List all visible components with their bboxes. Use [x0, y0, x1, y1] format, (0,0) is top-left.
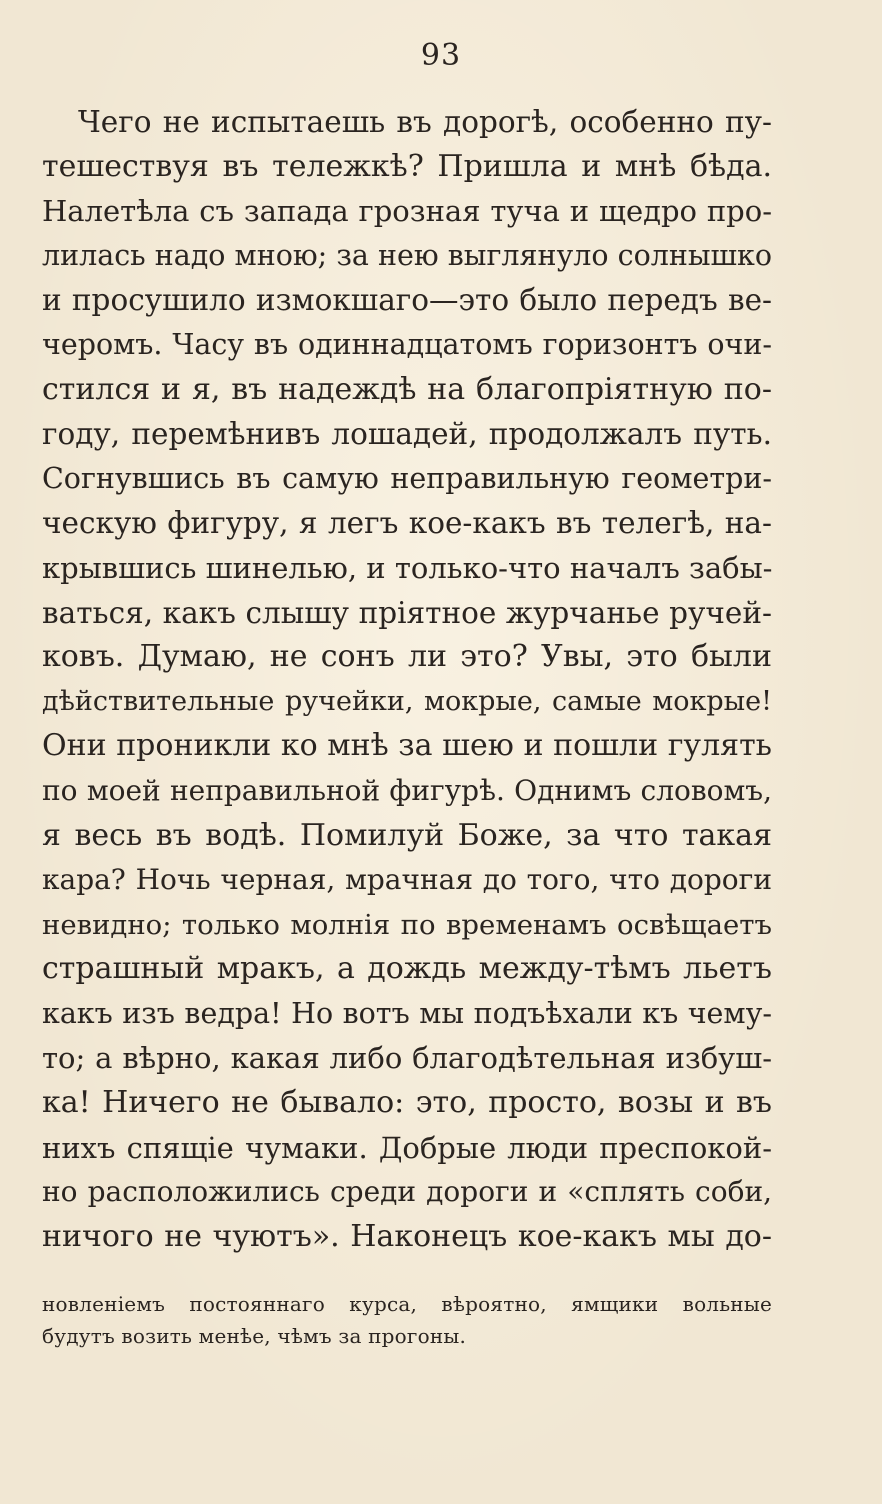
text-line: тешествуя въ тележкѣ? Пришла и мнѣ бѣда.: [42, 148, 772, 184]
text-line: дѣйствительные ручейки, мокрые, самые мокрые!: [42, 685, 772, 717]
text-line: Согнувшись въ самую неправильную геометри-: [42, 461, 772, 495]
body-text: [42, 100, 772, 1259]
footnote-line: будутъ возить менѣе, чѣмъ за прогоны.: [42, 1324, 467, 1348]
text-line: и просушило измокшаго—это было передъ ве-: [42, 283, 772, 318]
text-line: я весь въ водѣ. Помилуй Боже, за что такая: [42, 817, 772, 853]
text-line: Налетѣла съ запада грозная туча и щедро про-: [42, 194, 772, 229]
text-line: Чего не испытаешь въ дорогѣ, особенно пу-: [78, 105, 772, 139]
text-line: году, перемѣнивъ лошадей, продолжалъ путь.: [42, 417, 772, 452]
text-line: черомъ. Часу въ одиннадцатомъ горизонтъ очи-: [42, 327, 772, 361]
text-line: какъ изъ ведра! Но вотъ мы подъѣхали къ чему-: [42, 996, 772, 1030]
footnote: [42, 1288, 772, 1352]
text-line: ковъ. Думаю, не сонъ ли это? Увы, это были: [42, 639, 772, 675]
text-line: Они проникли ко мнѣ за шею и пошли гулять: [42, 728, 772, 764]
text-line: ка! Ничего не бывало: это, просто, возы и въ: [42, 1085, 772, 1121]
text-line: стился и я, въ надеждѣ на благопріятную по-: [42, 371, 772, 407]
text-line: ничого не чуютъ». Наконецъ кое-какъ мы до-: [42, 1218, 772, 1254]
text-line: нихъ спящіе чумаки. Добрые люди преспокой-: [42, 1130, 772, 1165]
text-line: но расположились среди дороги и «сплять соби,: [42, 1175, 772, 1209]
text-line: ческую фигуру, я легъ кое-какъ въ телегѣ, на-: [42, 506, 772, 541]
text-line: ваться, какъ слышу пріятное журчанье ручей-: [42, 595, 772, 630]
text-line: страшный мракъ, а дождь между-тѣмъ льетъ: [42, 951, 772, 987]
text-line: то; а вѣрно, какая либо благодѣтельная избуш-: [42, 1041, 772, 1076]
text-line: кара? Ночь черная, мрачная до того, что дороги: [42, 863, 772, 897]
page-number: 93: [420, 38, 462, 73]
text-line: по моей неправильной фигурѣ. Однимъ словомъ,: [42, 773, 772, 807]
text-line: крывшись шинелью, и только-что началъ забы-: [42, 550, 773, 585]
text-line: лилась надо мною; за нею выглянуло солнышко: [42, 238, 772, 272]
footnote-line: новленіемъ постояннаго курса, вѣроятно, ямщики вольные: [42, 1292, 772, 1316]
text-line: невидно; только молнія по временамъ освѣщаетъ: [42, 908, 772, 941]
